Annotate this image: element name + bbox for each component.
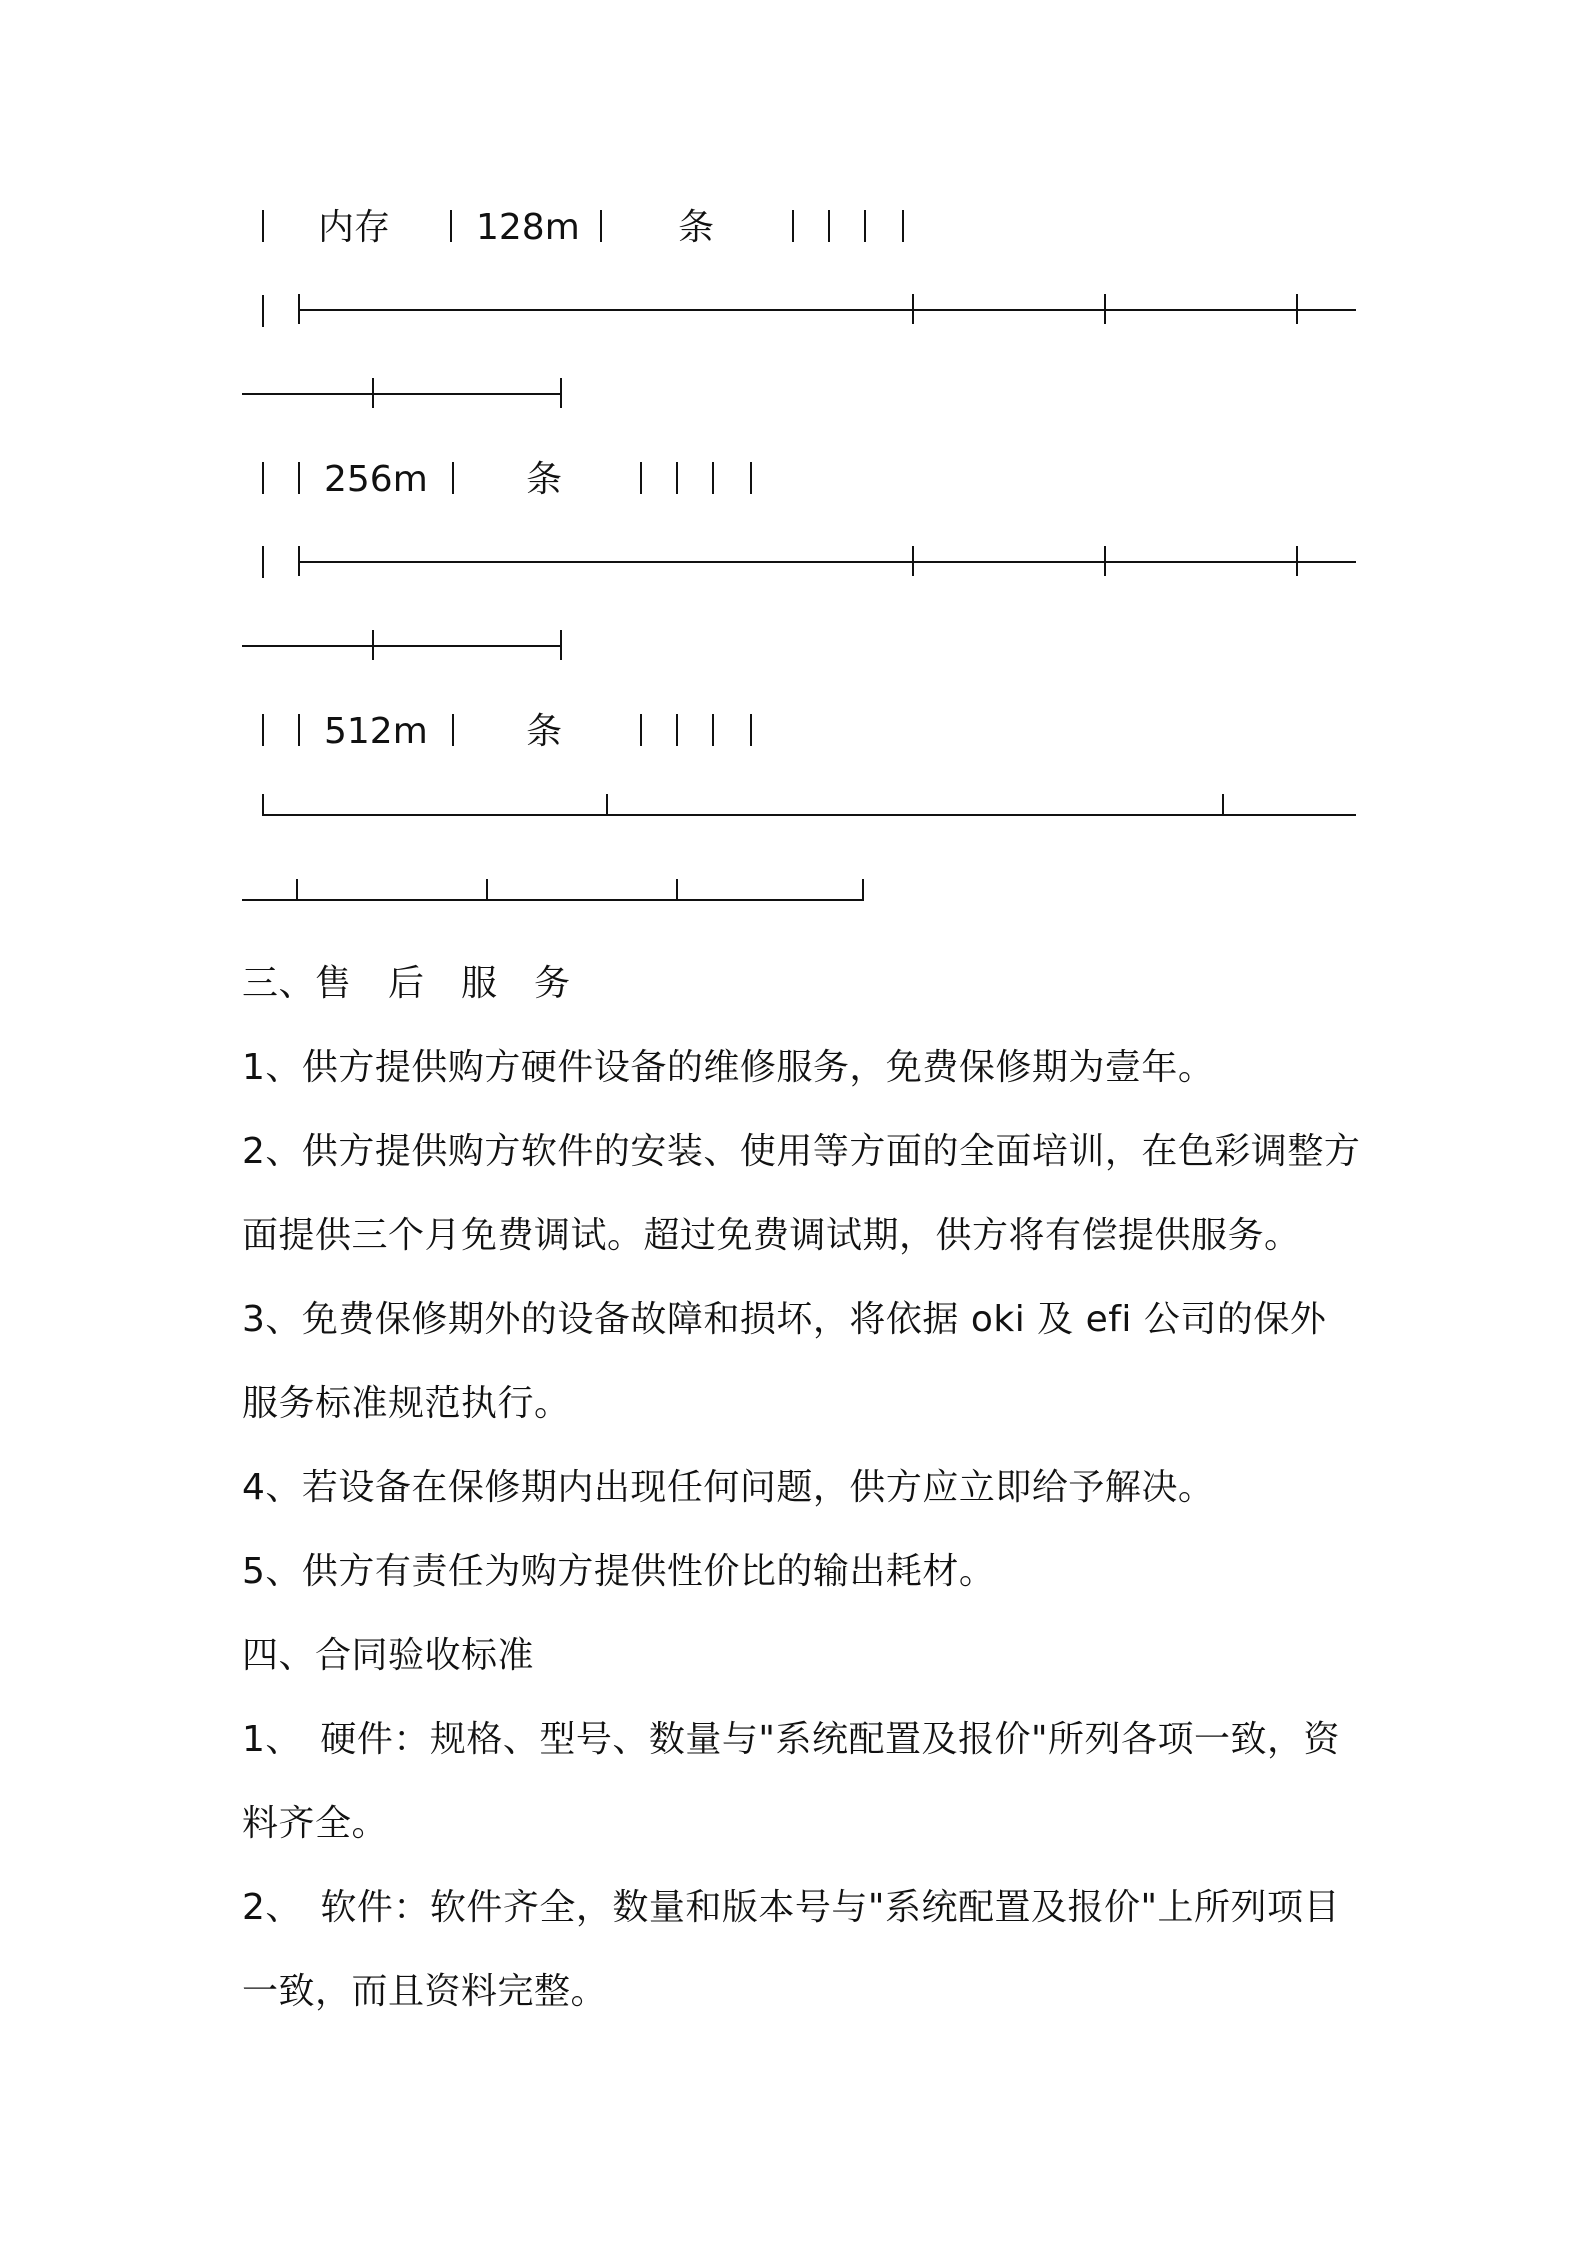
table-border — [262, 210, 264, 242]
table-border — [676, 714, 678, 746]
table-rule — [298, 309, 1356, 311]
table-border — [372, 378, 374, 408]
table-border — [600, 210, 602, 242]
table-rule — [298, 561, 1356, 563]
table-border — [560, 378, 562, 408]
paragraph: 3、免费保修期外的设备故障和损坏，将依据 oki 及 efi 公司的保外服务标准规范执行。 — [242, 1299, 1327, 1424]
table-border — [262, 295, 264, 327]
table-border — [712, 462, 714, 494]
table-border — [864, 210, 866, 242]
table-border — [640, 462, 642, 494]
table-border — [712, 714, 714, 746]
table-border — [676, 879, 678, 901]
table-cell-spec: 256m — [324, 459, 428, 500]
paragraph: 5、供方有责任为购方提供性价比的输出耗材。 — [242, 1551, 996, 1592]
paragraph: 2、供方提供购方软件的安装、使用等方面的全面培训，在色彩调整方面提供三个月免费调试。超过免费调试期，供方将有偿提供服务。 — [242, 1131, 1361, 1256]
table-border — [676, 462, 678, 494]
paragraph: 4、若设备在保修期内出现任何问题，供方应立即给予解决。 — [242, 1467, 1215, 1508]
table-rule — [242, 899, 864, 901]
section-heading: 四、合同验收标准 — [242, 1635, 535, 1676]
paragraph: 1、供方提供购方硬件设备的维修服务，免费保修期为壹年。 — [242, 1047, 1215, 1088]
table-border — [862, 879, 864, 901]
table-border — [486, 879, 488, 901]
table-cell-spec: 128m — [476, 207, 580, 248]
table-border — [452, 462, 454, 494]
table-border — [606, 794, 608, 816]
table-border — [262, 714, 264, 746]
paragraph: 2、 软件：软件齐全，数量和版本号与"系统配置及报价"上所列项目一致，而且资料完整。 — [242, 1887, 1341, 2012]
table-border — [792, 210, 794, 242]
table-cell-unit: 条 — [526, 459, 563, 500]
table-border — [640, 714, 642, 746]
table-cell-spec: 512m — [324, 711, 428, 752]
table-border — [1104, 546, 1106, 576]
table-border — [912, 294, 914, 324]
table-border — [452, 714, 454, 746]
table-border — [450, 210, 452, 242]
table-border — [912, 546, 914, 576]
table-border — [828, 210, 830, 242]
table-cell-unit: 条 — [678, 207, 715, 248]
table-border — [1222, 794, 1224, 816]
table-border — [1296, 546, 1298, 576]
table-border — [298, 462, 300, 494]
section-heading: 三、售 后 服 务 — [242, 963, 571, 1004]
table-border — [1296, 294, 1298, 324]
table-rule — [262, 814, 1356, 816]
table-border — [560, 630, 562, 660]
table-cell-item: 内存 — [318, 207, 391, 248]
table-border — [902, 210, 904, 242]
table-border — [750, 714, 752, 746]
table-border — [262, 462, 264, 494]
table-border — [750, 462, 752, 494]
table-border — [372, 630, 374, 660]
table-border — [262, 794, 264, 816]
table-border — [262, 546, 264, 578]
table-border — [1104, 294, 1106, 324]
table-border — [296, 879, 298, 901]
paragraph: 1、 硬件：规格、型号、数量与"系统配置及报价"所列各项一致，资料齐全。 — [242, 1719, 1341, 1844]
table-cell-unit: 条 — [526, 711, 563, 752]
table-rule — [242, 393, 560, 395]
table-border — [298, 714, 300, 746]
table-rule — [242, 645, 560, 647]
